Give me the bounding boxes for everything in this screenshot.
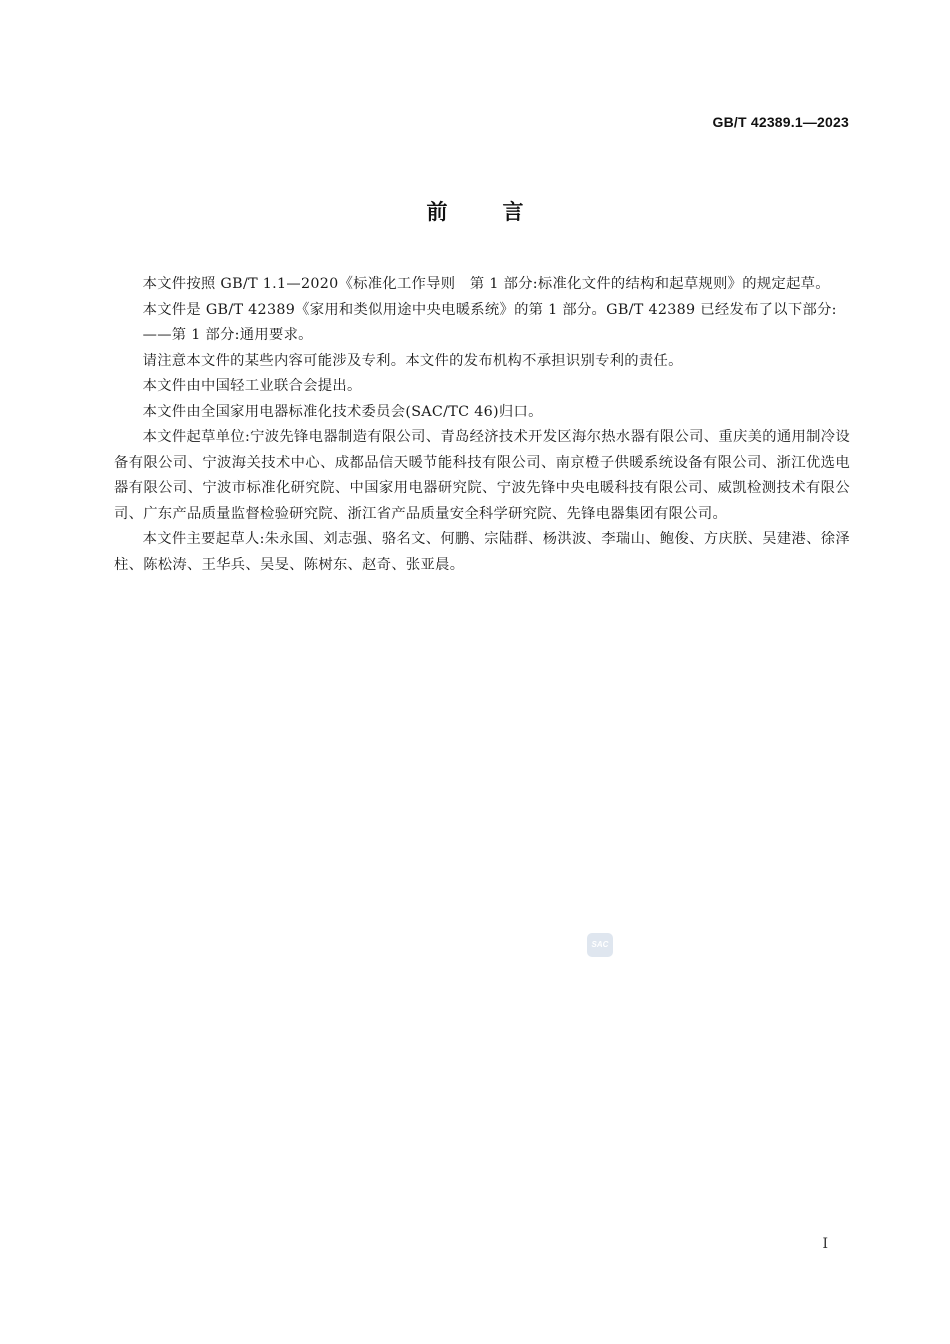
paragraph-patent-notice: 请注意本文件的某些内容可能涉及专利。本文件的发布机构不承担识别专利的责任。 bbox=[142, 352, 683, 369]
paragraph-drafters: 本文件主要起草人:朱永国、刘志强、骆名文、何鹏、宗陆群、杨洪波、李瑞山、鲍俊、方庆朕、吴建港、徐泽柱、陈松涛、王华兵、吴旻、陈树东、赵奇、张亚晨。 bbox=[114, 531, 850, 573]
paragraph-part-info: 本文件是 GB/T 42389《家用和类似用途中央电暖系统》的第 1 部分。GB/T 42389 已经发布了以下部分: bbox=[142, 301, 837, 318]
standard-number: GB/T 42389.1—2023 bbox=[712, 114, 849, 130]
paragraph-drafting-rules: 本文件按照 GB/T 1.1—2020《标准化工作导则 第 1 部分:标准化文件的结构和起草规则》的规定起草。 bbox=[142, 276, 830, 292]
page-title: 前言 bbox=[426, 200, 579, 224]
paragraph-centralized-by: 本文件由全国家用电器标准化技术委员会(SAC/TC 46)归口。 bbox=[142, 403, 543, 420]
paragraph-proposed-by: 本文件由中国轻工业联合会提出。 bbox=[142, 378, 362, 394]
sac-watermark-logo: SAC bbox=[587, 933, 613, 957]
list-item-part-1: ——第 1 部分:通用要求。 bbox=[142, 327, 313, 343]
page-number: I bbox=[822, 1236, 828, 1252]
paragraph-drafting-units: 本文件起草单位:宁波先锋电器制造有限公司、青岛经济技术开发区海尔热水器有限公司、重庆美的通用制冷设备有限公司、宁波海关技术中心、成都品信天暖节能科技有限公司、南京橙子供暖系统设备有限公司、浙江优选电器有限公司、宁波市标准化研究院、中国家用电器研究院、宁波先锋中央电暖科技有限公司、威凯检测技术有限公司、广东产品质量监督检验研究院、浙江省产品质量安全科学研究院、先锋电器集团有限公司。 bbox=[114, 429, 850, 522]
foreword-body bbox=[114, 272, 850, 578]
